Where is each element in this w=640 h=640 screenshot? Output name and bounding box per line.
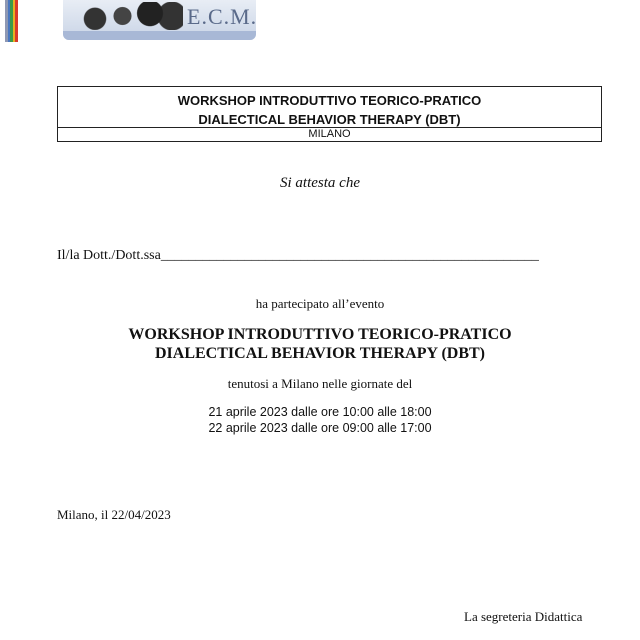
held-text: tenutosi a Milano nelle giornate del <box>227 376 413 391</box>
logo-image <box>73 2 183 30</box>
logo-text: E.C.M. <box>187 4 258 29</box>
logo-stripes <box>5 0 18 42</box>
name-line: Il/la Dott./Dott.ssa______________________________________________________ <box>57 248 539 263</box>
signature-label: La segreteria Didattica <box>464 609 583 624</box>
attesta-text: Si attesta che <box>280 175 360 191</box>
header-title-2: DIALECTICAL BEHAVIOR THERAPY (DBT) <box>198 112 461 127</box>
event-title-2: DIALECTICAL BEHAVIOR THERAPY (DBT) <box>155 345 485 362</box>
place-date: Milano, il 22/04/2023 <box>57 507 171 522</box>
participated-text: ha partecipato all’evento <box>255 296 385 311</box>
ecm-logo <box>63 0 256 40</box>
header-title-1: WORKSHOP INTRODUTTIVO TEORICO-PRATICO <box>177 93 482 108</box>
header-city: MILANO <box>58 127 601 141</box>
header-box <box>57 86 602 142</box>
date-2: 22 aprile 2023 dalle ore 09:00 alle 17:00 <box>208 421 432 435</box>
date-1: 21 aprile 2023 dalle ore 10:00 alle 18:00 <box>208 405 432 419</box>
event-title-1: WORKSHOP INTRODUTTIVO TEORICO-PRATICO <box>128 326 512 343</box>
